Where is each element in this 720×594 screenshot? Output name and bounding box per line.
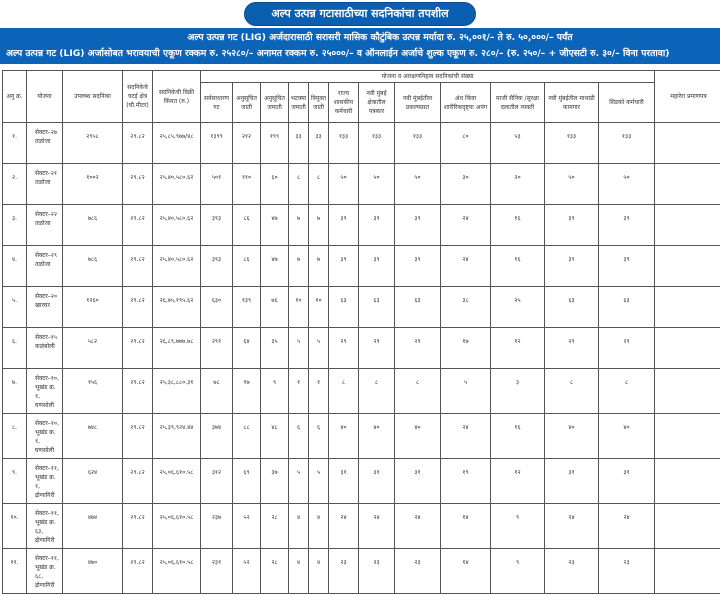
cell-price: २६,७५,१९५.६२: [153, 287, 201, 328]
cell-journalist: ८: [359, 369, 395, 414]
cell-ex-serviceman: २०: [491, 164, 545, 205]
cell-available: ७४८: [63, 414, 123, 459]
cell-area: २९.८२: [123, 205, 153, 246]
header-dnt: विमुक्त जाती: [309, 83, 329, 123]
header-disabled: अंध किंवा शारीरिकदृष्ट्या अपंग: [441, 83, 491, 123]
cell-journalist: ६३: [359, 287, 395, 328]
cell-ex-serviceman: २५: [491, 287, 545, 328]
cell-mathadi: २९: [545, 328, 599, 369]
cell-general: ३९३: [201, 246, 233, 287]
cell-price: २६,८९,७७७.७८: [153, 328, 201, 369]
cell-cidco-emp: ८: [599, 369, 655, 414]
cell-st: २८: [261, 549, 289, 594]
cell-price: २५,३८,८८०.३१: [153, 369, 201, 414]
table-row: [3, 369, 720, 414]
cell-scheme: सेक्टर–२७ तळोजा: [27, 123, 63, 164]
cell-disabled: ३८: [441, 287, 491, 328]
page-title: अल्प उत्पन्न गटासाठीच्या सदनिकांचा तपशील: [244, 2, 475, 26]
cell-journalist: ५०: [359, 164, 395, 205]
cell-cidco-emp: ३९: [599, 246, 655, 287]
header-st: अनुसूचित जमाती: [261, 83, 289, 123]
cell-general: ३९३: [201, 205, 233, 246]
cell-project-affected: ६३: [395, 287, 441, 328]
cell-sc: ५२: [233, 549, 261, 594]
cell-sr: ६.: [3, 328, 27, 369]
cell-cidco-emp: २९: [599, 328, 655, 369]
cell-cidco-emp: ४०: [599, 414, 655, 459]
cell-st: ३७: [261, 459, 289, 504]
cell-cidco-emp: १३३: [599, 123, 655, 164]
cell-scheme: सेक्टर–१०, भूखंड क्र. १, घणसोली: [27, 414, 63, 459]
cell-state-emp: ३१: [329, 459, 359, 504]
cell-sc: ८६: [233, 205, 261, 246]
cell-price: २५,०६,६१०.५८: [153, 459, 201, 504]
cell-rera: [655, 328, 720, 369]
table-row: [3, 549, 720, 594]
table-row: [3, 287, 720, 328]
header-sc: अनुसूचित जाती: [233, 83, 261, 123]
cell-project-affected: ४०: [395, 414, 441, 459]
cell-price: २५,४०,५८०.६२: [153, 246, 201, 287]
cell-sc: २१२: [233, 123, 261, 164]
cell-mathadi: ६३: [545, 287, 599, 328]
cell-rera: [655, 414, 720, 459]
cell-disabled: ८०: [441, 123, 491, 164]
cell-mathadi: ८: [545, 369, 599, 414]
cell-mathadi: ५०: [545, 164, 599, 205]
cell-cidco-emp: ६३: [599, 287, 655, 328]
cell-available: ७८६: [63, 246, 123, 287]
cell-available: १५६: [63, 369, 123, 414]
table-row: [3, 459, 720, 504]
table-row: [3, 205, 720, 246]
cell-general: १३९९: [201, 123, 233, 164]
cell-dnt: १: [309, 369, 329, 414]
cell-area: २९.८२: [123, 328, 153, 369]
cell-area: २९.८२: [123, 414, 153, 459]
cell-general: २३७: [201, 504, 233, 549]
table-row: [3, 414, 720, 459]
cell-scheme: सेक्टर–१०, भूखंड क्र. १, घणसोली: [27, 369, 63, 414]
cell-scheme: सेक्टर–१५ कळंबोली: [27, 328, 63, 369]
cell-st: ९: [261, 369, 289, 414]
cell-general: ६३०: [201, 287, 233, 328]
cell-disabled: १४: [441, 504, 491, 549]
cell-disabled: १९: [441, 459, 491, 504]
cell-general: ५०१: [201, 164, 233, 205]
cell-general: ३७४: [201, 414, 233, 459]
cell-general: ३१२: [201, 459, 233, 504]
cell-sc: १३९: [233, 287, 261, 328]
cell-sr: ५.: [3, 287, 27, 328]
cell-nt: १०: [289, 287, 309, 328]
cell-nt: ८: [289, 164, 309, 205]
cell-nt: ४: [289, 549, 309, 594]
cell-cidco-emp: ३१: [599, 459, 655, 504]
cell-dnt: १०: [309, 287, 329, 328]
cell-nt: ४: [289, 504, 309, 549]
cell-scheme: सेक्टर–२२ तळोजा: [27, 205, 63, 246]
cell-area: २९.८२: [123, 164, 153, 205]
cell-sc: ६४: [233, 328, 261, 369]
cell-state-emp: २३: [329, 549, 359, 594]
cell-nt: ५: [289, 459, 309, 504]
cell-cidco-emp: ५०: [599, 164, 655, 205]
header-rera: महारेरा प्रमाणपत्र: [655, 71, 720, 123]
header-cidco-emp: सिडको कर्मचारी: [599, 83, 655, 123]
cell-state-emp: ५०: [329, 164, 359, 205]
cell-mathadi: १३३: [545, 123, 599, 164]
table-row: [3, 328, 720, 369]
cell-price: २५,०६,६१०.५८: [153, 549, 201, 594]
cell-state-emp: ६३: [329, 287, 359, 328]
cell-journalist: २९: [359, 328, 395, 369]
header-price: सदनिकेची विक्री किंमत (रु.): [153, 71, 201, 123]
cell-disabled: १४: [441, 549, 491, 594]
cell-sc: ५२: [233, 504, 261, 549]
cell-sr: १.: [3, 123, 27, 164]
cell-sr: १०.: [3, 504, 27, 549]
cell-rera: [655, 164, 720, 205]
cell-dnt: ३३: [309, 123, 329, 164]
cell-disabled: ३०: [441, 164, 491, 205]
cell-area: २९.८२: [123, 369, 153, 414]
application-fee-text: अल्प उत्पन्न गट (LIG) अर्जासोबत भरावयाची एकूण रक्कम रु. २५२८०/– अनामत रक्कम रु. २५०००/– व ऑनलाईन अर्जाचे शुल्क एकूण रु. २८०/– (रु. २५०/– + जीएसटी रु. ३०/– विना परतावा): [6, 46, 714, 62]
cell-cidco-emp: २३: [599, 549, 655, 594]
cell-price: २५,३९,९२४.४४: [153, 414, 201, 459]
cell-sr: २.: [3, 164, 27, 205]
cell-project-affected: ५०: [395, 164, 441, 205]
cell-sc: ८८: [233, 414, 261, 459]
cell-dnt: ५: [309, 459, 329, 504]
cell-sr: ३.: [3, 205, 27, 246]
header-area: सदनिकेचे चटई क्षेत्र (चौ.मीटर): [123, 71, 153, 123]
header-journalist: नवी मुंबई क्षेत्रातील पत्रकार: [359, 83, 395, 123]
header-ex-serviceman: माजी सैनिक /सुरक्षा दलातील व्यक्ती: [491, 83, 545, 123]
cell-available: १२६०: [63, 287, 123, 328]
cell-project-affected: २४: [395, 504, 441, 549]
header-sr: अनु क्र.: [3, 71, 27, 123]
title-bar: [0, 0, 720, 28]
cell-rera: [655, 504, 720, 549]
cell-available: ५८२: [63, 328, 123, 369]
eligibility-banner: [0, 28, 720, 64]
cell-sc: ६९: [233, 459, 261, 504]
cell-state-emp: ३९: [329, 205, 359, 246]
cell-ex-serviceman: १२: [491, 328, 545, 369]
cell-scheme: सेक्टर–११, भूखंड क्र. ६८, द्रोणागिरी: [27, 549, 63, 594]
cell-dnt: ७: [309, 205, 329, 246]
cell-area: २९.८२: [123, 549, 153, 594]
cell-ex-serviceman: ९: [491, 504, 545, 549]
cell-st: ३५: [261, 328, 289, 369]
cell-nt: १: [289, 369, 309, 414]
cell-ex-serviceman: ३: [491, 369, 545, 414]
header-reservation-group: योजना व आरक्षणनिहाय सदनिकांची संख्या: [201, 71, 655, 83]
cell-nt: ३३: [289, 123, 309, 164]
header-scheme: योजना: [27, 71, 63, 123]
header-mathadi: नवी मुंबईतील माथाडी कामगार: [545, 83, 599, 123]
cell-disabled: १७: [441, 328, 491, 369]
cell-disabled: २४: [441, 414, 491, 459]
cell-ex-serviceman: १६: [491, 414, 545, 459]
header-state-emp: राज्य शासकीय कर्मचारी: [329, 83, 359, 123]
cell-sr: ४.: [3, 246, 27, 287]
cell-available: ७८६: [63, 205, 123, 246]
cell-sc: १७: [233, 369, 261, 414]
cell-area: २९.८२: [123, 246, 153, 287]
cell-ex-serviceman: १६: [491, 205, 545, 246]
cell-rera: [655, 369, 720, 414]
cell-st: ४८: [261, 414, 289, 459]
cell-nt: ७: [289, 246, 309, 287]
cell-cidco-emp: २४: [599, 504, 655, 549]
cell-journalist: २४: [359, 504, 395, 549]
cell-sr: ९.: [3, 459, 27, 504]
cell-rera: [655, 246, 720, 287]
cell-journalist: ३९: [359, 205, 395, 246]
cell-mathadi: ३९: [545, 246, 599, 287]
cell-state-emp: ८: [329, 369, 359, 414]
cell-dnt: ६: [309, 414, 329, 459]
cell-general: २३१: [201, 549, 233, 594]
cell-st: ६०: [261, 164, 289, 205]
cell-available: ६२४: [63, 459, 123, 504]
cell-rera: [655, 459, 720, 504]
cell-st: १९९: [261, 123, 289, 164]
cell-general: २९१: [201, 328, 233, 369]
header-project-affected: नवी मुंबईतील प्रकल्पग्रस्त: [395, 83, 441, 123]
cell-available: १००२: [63, 164, 123, 205]
cell-general: ७८: [201, 369, 233, 414]
cell-rera: [655, 123, 720, 164]
cell-sc: ११०: [233, 164, 261, 205]
cell-disabled: २४: [441, 205, 491, 246]
cell-ex-serviceman: ९: [491, 549, 545, 594]
cell-dnt: ४: [309, 549, 329, 594]
cell-state-emp: २९: [329, 328, 359, 369]
table-row: [3, 246, 720, 287]
cell-dnt: ७: [309, 246, 329, 287]
cell-st: २८: [261, 504, 289, 549]
header-nt: भटक्या जमाती: [289, 83, 309, 123]
cell-journalist: ३९: [359, 246, 395, 287]
cell-state-emp: १३३: [329, 123, 359, 164]
cell-project-affected: ३९: [395, 205, 441, 246]
income-limit-text: अल्प उत्पन्न गट (LIG) अर्जदारासाठी सरासरी मासिक कौटुंबिक उत्पन्न मर्यादा रु. २५,००१/– ते रु. ५०,०००/– पर्यंत: [6, 30, 714, 46]
cell-dnt: ४: [309, 504, 329, 549]
cell-project-affected: १३३: [395, 123, 441, 164]
cell-mathadi: ३१: [545, 459, 599, 504]
cell-nt: ५: [289, 328, 309, 369]
cell-ex-serviceman: ५३: [491, 123, 545, 164]
cell-nt: ६: [289, 414, 309, 459]
cell-available: ४७०: [63, 549, 123, 594]
cell-area: २९.८२: [123, 287, 153, 328]
cell-project-affected: ३९: [395, 246, 441, 287]
cell-st: ७६: [261, 287, 289, 328]
housing-units-table: [2, 70, 720, 594]
cell-sc: ८६: [233, 246, 261, 287]
cell-state-emp: ३९: [329, 246, 359, 287]
cell-scheme: सेक्टर–२० खारघर: [27, 287, 63, 328]
cell-st: ४७: [261, 246, 289, 287]
cell-project-affected: २९: [395, 328, 441, 369]
cell-journalist: १३३: [359, 123, 395, 164]
cell-state-emp: ४०: [329, 414, 359, 459]
cell-journalist: २३: [359, 549, 395, 594]
cell-ex-serviceman: १२: [491, 459, 545, 504]
cell-rera: [655, 287, 720, 328]
cell-area: २९.८२: [123, 459, 153, 504]
cell-mathadi: २३: [545, 549, 599, 594]
cell-project-affected: ८: [395, 369, 441, 414]
cell-mathadi: ४०: [545, 414, 599, 459]
cell-st: ४७: [261, 205, 289, 246]
table-row: [3, 164, 720, 205]
cell-scheme: सेक्टर–२९ तळोजा: [27, 246, 63, 287]
header-general: सर्वसाधारण गट: [201, 83, 233, 123]
cell-state-emp: २४: [329, 504, 359, 549]
cell-scheme: सेक्टर–२१ तळोजा: [27, 164, 63, 205]
cell-mathadi: २४: [545, 504, 599, 549]
cell-nt: ७: [289, 205, 309, 246]
cell-journalist: ३१: [359, 459, 395, 504]
cell-project-affected: ३१: [395, 459, 441, 504]
cell-project-affected: २३: [395, 549, 441, 594]
cell-rera: [655, 549, 720, 594]
cell-price: २५,४०,५८०.६२: [153, 205, 201, 246]
table-row: [3, 504, 720, 549]
cell-available: २९५८: [63, 123, 123, 164]
cell-price: २५,०६,६१०.५८: [153, 504, 201, 549]
cell-sr: ११.: [3, 549, 27, 594]
cell-scheme: सेक्टर–११, भूखंड क्र. ६३, द्रोणागिरी: [27, 504, 63, 549]
cell-disabled: ५: [441, 369, 491, 414]
cell-dnt: ५: [309, 328, 329, 369]
cell-sr: ८.: [3, 414, 27, 459]
cell-journalist: ४०: [359, 414, 395, 459]
cell-rera: [655, 205, 720, 246]
cell-mathadi: ३९: [545, 205, 599, 246]
cell-scheme: सेक्टर–११, भूखंड क्र. १, द्रोणागिरी: [27, 459, 63, 504]
cell-disabled: २४: [441, 246, 491, 287]
table-row: [3, 123, 720, 164]
cell-sr: ७.: [3, 369, 27, 414]
cell-cidco-emp: ३९: [599, 205, 655, 246]
cell-dnt: ८: [309, 164, 329, 205]
cell-area: २९.८२: [123, 123, 153, 164]
cell-area: २९.८२: [123, 504, 153, 549]
cell-ex-serviceman: १६: [491, 246, 545, 287]
cell-available: ४७४: [63, 504, 123, 549]
cell-price: २५,८५,९७७/४८: [153, 123, 201, 164]
header-available: उपलब्ध सदनिका: [63, 71, 123, 123]
cell-price: २५,४०,५८०.६२: [153, 164, 201, 205]
